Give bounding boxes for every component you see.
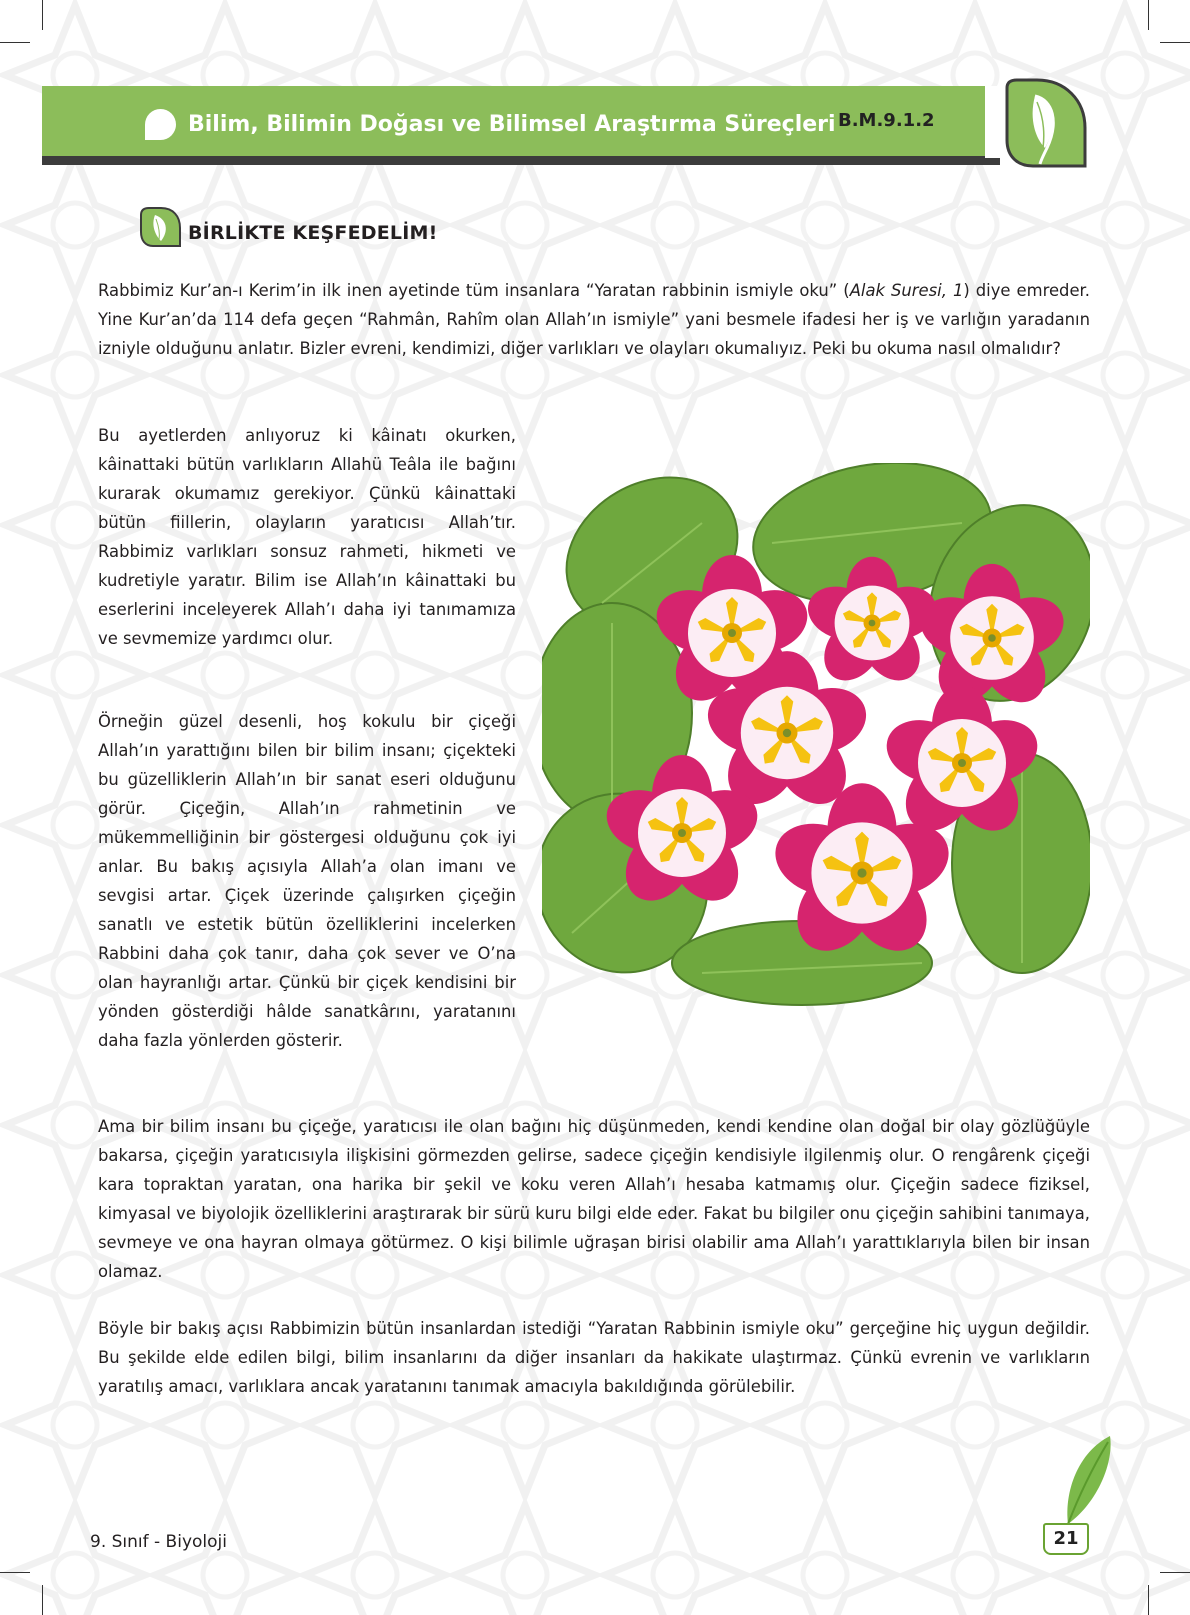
outcome-code: B.M.9.1.2 [838,110,935,131]
body-paragraph: Böyle bir bakış açısı Rabbimizin bütün insanlardan istediği “Yaratan Rabbinin ismiyle oku” gerçeğine hiç uygun değildir. Bu şekilde elde edilen bilgi, bilim insanlarını da diğer insanları da hakikate ulaştırmaz. Çünkü evrenin ve varlıkların yaratılış amacı, varlıklara ancak yaratanını tanımak amacıyla bakıldığında görülebilir. [98,1319,1090,1396]
intro-paragraph: Rabbimiz Kur’an-ı Kerim’in ilk inen ayetinde tüm insanlara “Yaratan rabbinin ismiyle oku” (Alak Suresi, 1) diye emreder. Yine Kur’an’da 114 defa geçen “Rahmân, Rahîm olan Allah’ın ismiyle” yani besmele ifadesi her iş ve varlığın yaradanın izniyle olduğunu anlatır. Bizler evreni, kendimizi, diğer varlıkları ve olayları okumalıyız. Peki bu okuma nasıl olmalıdır? [98,281,1090,358]
quill-leaf-icon [985,76,1105,168]
crop-mark [1160,1572,1190,1573]
body-paragraph: Bu ayetlerden anlıyoruz ki kâinatı okurken, kâinattaki bütün varlıkların Allahü Teâla ile bağını kurarak okumamız gerekiyor. Çünkü kâinattaki bütün fiillerin, olayların yaratıcısı Allah’tır. Rabbimiz varlıkları sonsuz rahmeti, hikmeti ve kudretiyle yaratır. Bilim ise Allah’ın kâinattaki bu eserlerini inceleyerek Allah’ı daha iyi tanımamıza ve sevmemize yardımcı olur. [98,426,516,648]
crop-mark [0,1572,30,1573]
body-paragraph: Örneğin güzel desenli, hoş kokulu bir çiçeği Allah’ın yarattığını bilen bir bilim insanı; çiçekteki bu güzelliklerin Allah’ın bir sanat eseri olduğunu görür. Çiçeğin, Allah’ın rahmetinin ve mükemmelliğinin bir göstergesi olduğunu çok iyi anlar. Bu bakış açısıyla Allah’a olan imanı ve sevgisi artar. Çiçek üzerinde çalışırken çiçeğin sanatlı ve estetik bütün özelliklerini incelerken Rabbini daha çok tanır, daha çok sever ve O’na olan hayranlığı artar. Çünkü bir çiçek kendisini bir yönden gösterdiği hâlde sanatkârını, yaratanını daha fazla yönlerden gösterir. [98,712,516,1050]
page-number: 21 [1043,1523,1089,1555]
book-title: 9. Sınıf - Biyoloji [90,1532,227,1552]
crop-mark [1148,0,1149,30]
citation: Alak Suresi, 1 [849,281,964,300]
body-paragraph: Ama bir bilim insanı bu çiçeğe, yaratıcısı ile olan bağını hiç düşünmeden, kendi kendine olan doğal bir olay gözlüğüyle bakarsa, çiçeğin yaratıcısıyla ilişkisini görmezden gelirse, sadece çiçeğin kendisiyle ilgilenmiş olur. O rengârenk çiçeği kara topraktan yaratan, ona harika bir şekil ve koku veren Allah’ı hesaba katmamış olur. Çiçeğin sadece fiziksel, kimyasal ve biyolojik özelliklerini araştırarak bir sürü kuru bilgi elde eder. Fakat bu bilgiler onu çiçeğin sahibini tanımaya, sevmeye ve ona hayran olmaya götürmez. O kişi bilimle uğraşan birisi olabilir ama Allah’ı yarattıklarıyla bilen bir insan olamaz. [98,1117,1090,1281]
crop-mark [42,1585,43,1615]
crop-mark [1148,1585,1149,1615]
crop-mark [42,0,43,30]
crop-mark [1160,42,1190,43]
header-shadow [42,156,1000,165]
unit-title: Bilim, Bilimin Doğası ve Bilimsel Araştırma Süreçleri [188,112,836,137]
primrose-flower-image [542,463,1090,1006]
crop-mark [0,42,30,43]
quill-leaf-icon [139,207,181,247]
header-bullet-icon [145,109,176,140]
section-heading: BİRLİKTE KEŞFEDELİM! [188,222,438,244]
